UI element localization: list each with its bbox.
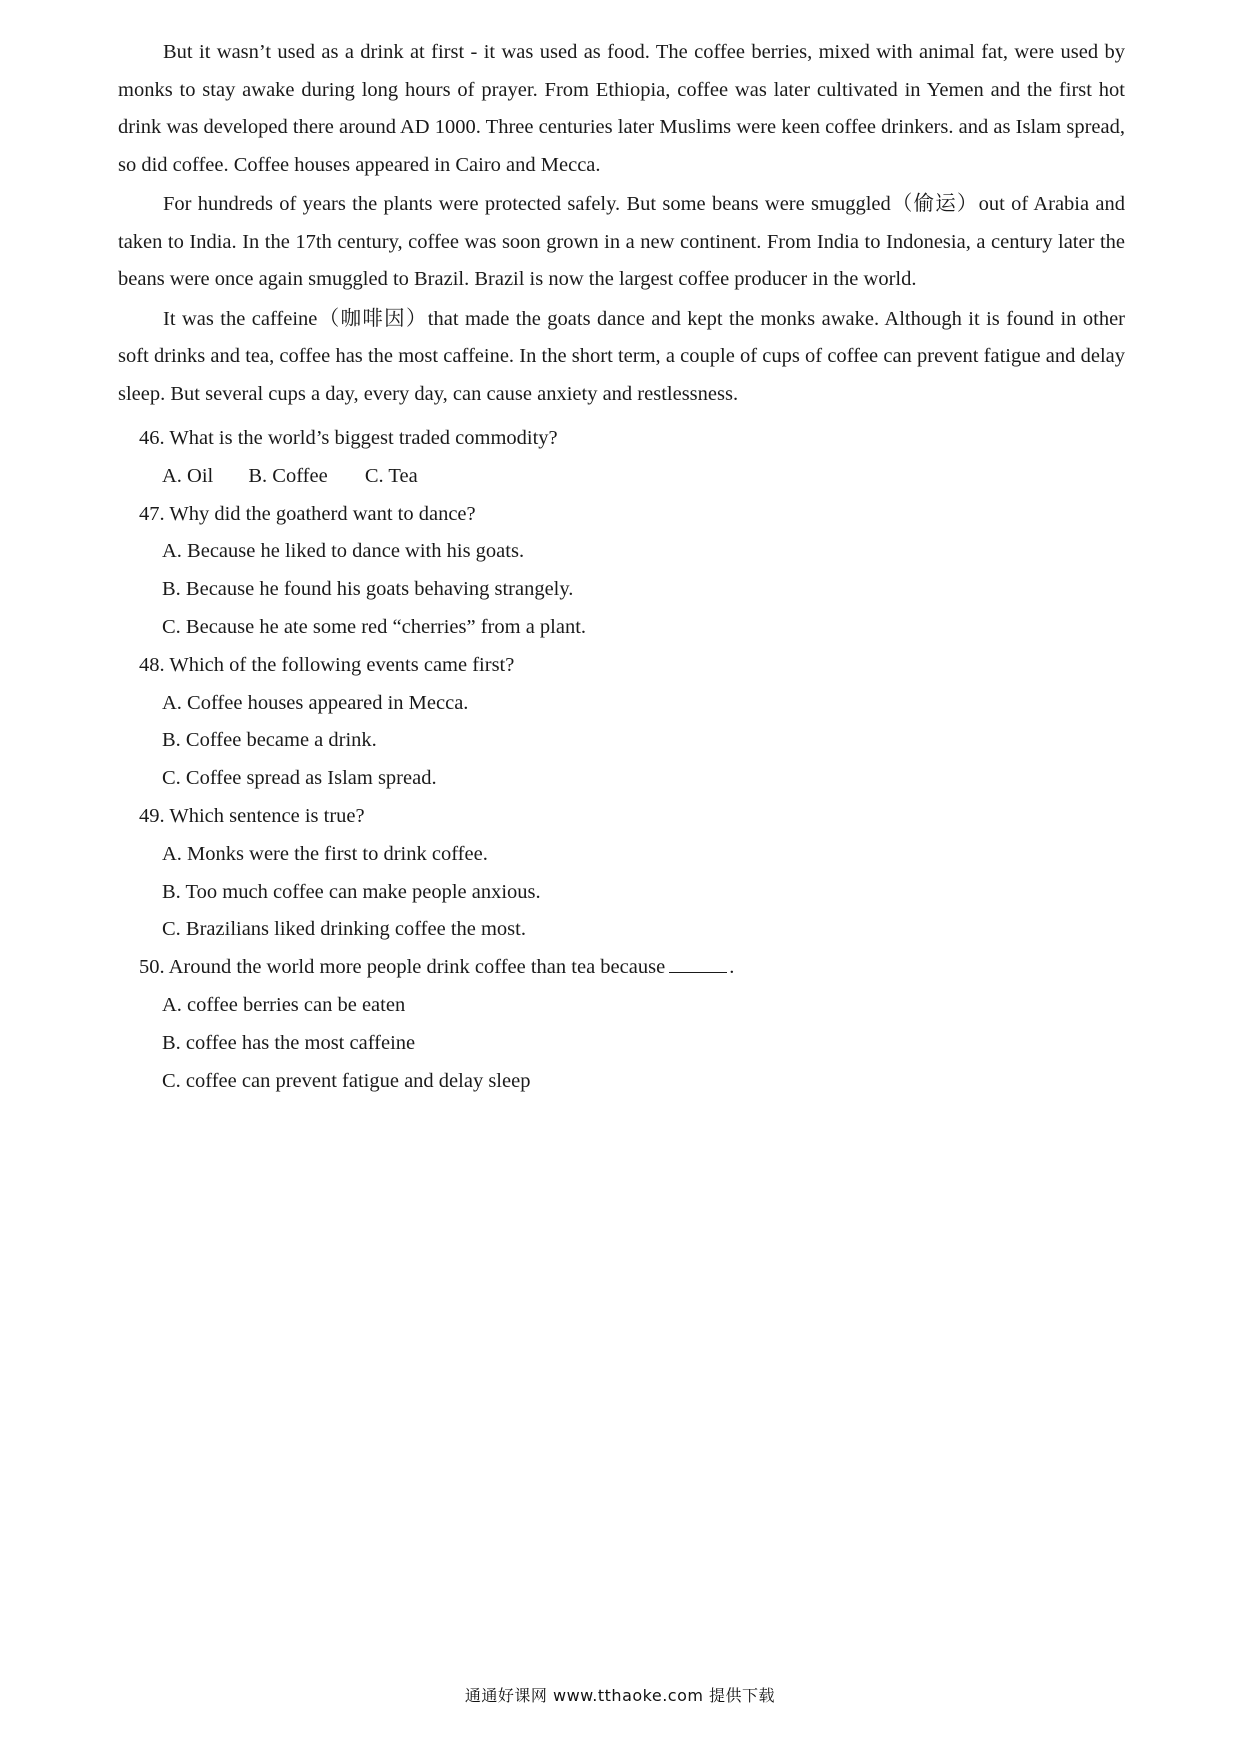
question-47 <box>139 496 1119 647</box>
option-a: A. Because he liked to dance with his goats. <box>162 540 525 563</box>
question-stem-end: . <box>729 956 735 979</box>
option-b: B. Because he found his goats behaving strangely. <box>162 578 574 601</box>
option-c: C. Coffee spread as Islam spread. <box>162 767 437 790</box>
option-b: B. coffee has the most caffeine <box>162 1031 416 1054</box>
option-c: C. Tea <box>364 464 418 487</box>
page-footer: 通通好课网 www.tthaoke.com 提供下载 <box>464 1686 776 1705</box>
question-stem: 48. Which of the following events came first? <box>139 653 515 676</box>
question-stem <box>139 949 1119 987</box>
passage-paragraph-1: But it wasn’t used as a drink at first - it was used as food. The coffee berries, mixed with animal fat, were used by monks to stay awake during long hours of prayer. From Ethiopia, coffee was later cultivated in Yemen and the first hot drink was developed there around AD 1000. Three centuries later Muslims were keen coffee drinkers. and as Islam spread, so did coffee. Coffee houses appeared in Cairo and Mecca. <box>118 41 1125 176</box>
option-a: A. Oil <box>162 464 214 487</box>
option-b: B. Coffee became a drink. <box>162 729 377 752</box>
question-stem: 46. What is the world’s biggest traded commodity? <box>139 427 558 449</box>
question-stem: 49. Which sentence is true? <box>139 804 365 827</box>
reading-passage <box>118 34 1125 415</box>
option-a: A. coffee berries can be eaten <box>162 993 406 1016</box>
option-b: B. Coffee <box>248 464 328 487</box>
option-c: C. Because he ate some red “cherries” from a plant. <box>162 615 587 638</box>
question-46 <box>139 420 1119 496</box>
passage-paragraph-3: It was the caffeine（咖啡因）that made the goats dance and kept the monks awake. Although it is found in other soft drinks and tea, coffee has the most caffeine. In the short term, a couple of cups of coffee can prevent fatigue and delay sleep. But several cups a day, every day, can cause anxiety and restlessness. <box>118 307 1125 405</box>
option-a: A. Monks were the first to drink coffee. <box>162 842 488 865</box>
option-a: A. Coffee houses appeared in Mecca. <box>162 691 469 714</box>
question-stem-text: 50. Around the world more people drink coffee than tea because <box>139 956 666 979</box>
question-stem: 47. Why did the goatherd want to dance? <box>139 502 476 525</box>
option-b: B. Too much coffee can make people anxious. <box>162 880 541 903</box>
answer-blank <box>669 956 727 973</box>
passage-paragraph-2: For hundreds of years the plants were protected safely. But some beans were smuggled（偷运）out of Arabia and taken to India. In the 17th century, coffee was soon grown in a new continent. From India to Indonesia, a century later the beans were once again smuggled to Brazil. Brazil is now the largest coffee producer in the world. <box>118 193 1125 290</box>
question-48 <box>139 647 1119 798</box>
option-c: C. Brazilians liked drinking coffee the most. <box>162 918 526 941</box>
option-c: C. coffee can prevent fatigue and delay sleep <box>162 1069 531 1092</box>
question-50 <box>139 949 1119 1100</box>
question-49 <box>139 798 1119 949</box>
option-row <box>162 458 1119 496</box>
question-list <box>139 420 1119 1100</box>
